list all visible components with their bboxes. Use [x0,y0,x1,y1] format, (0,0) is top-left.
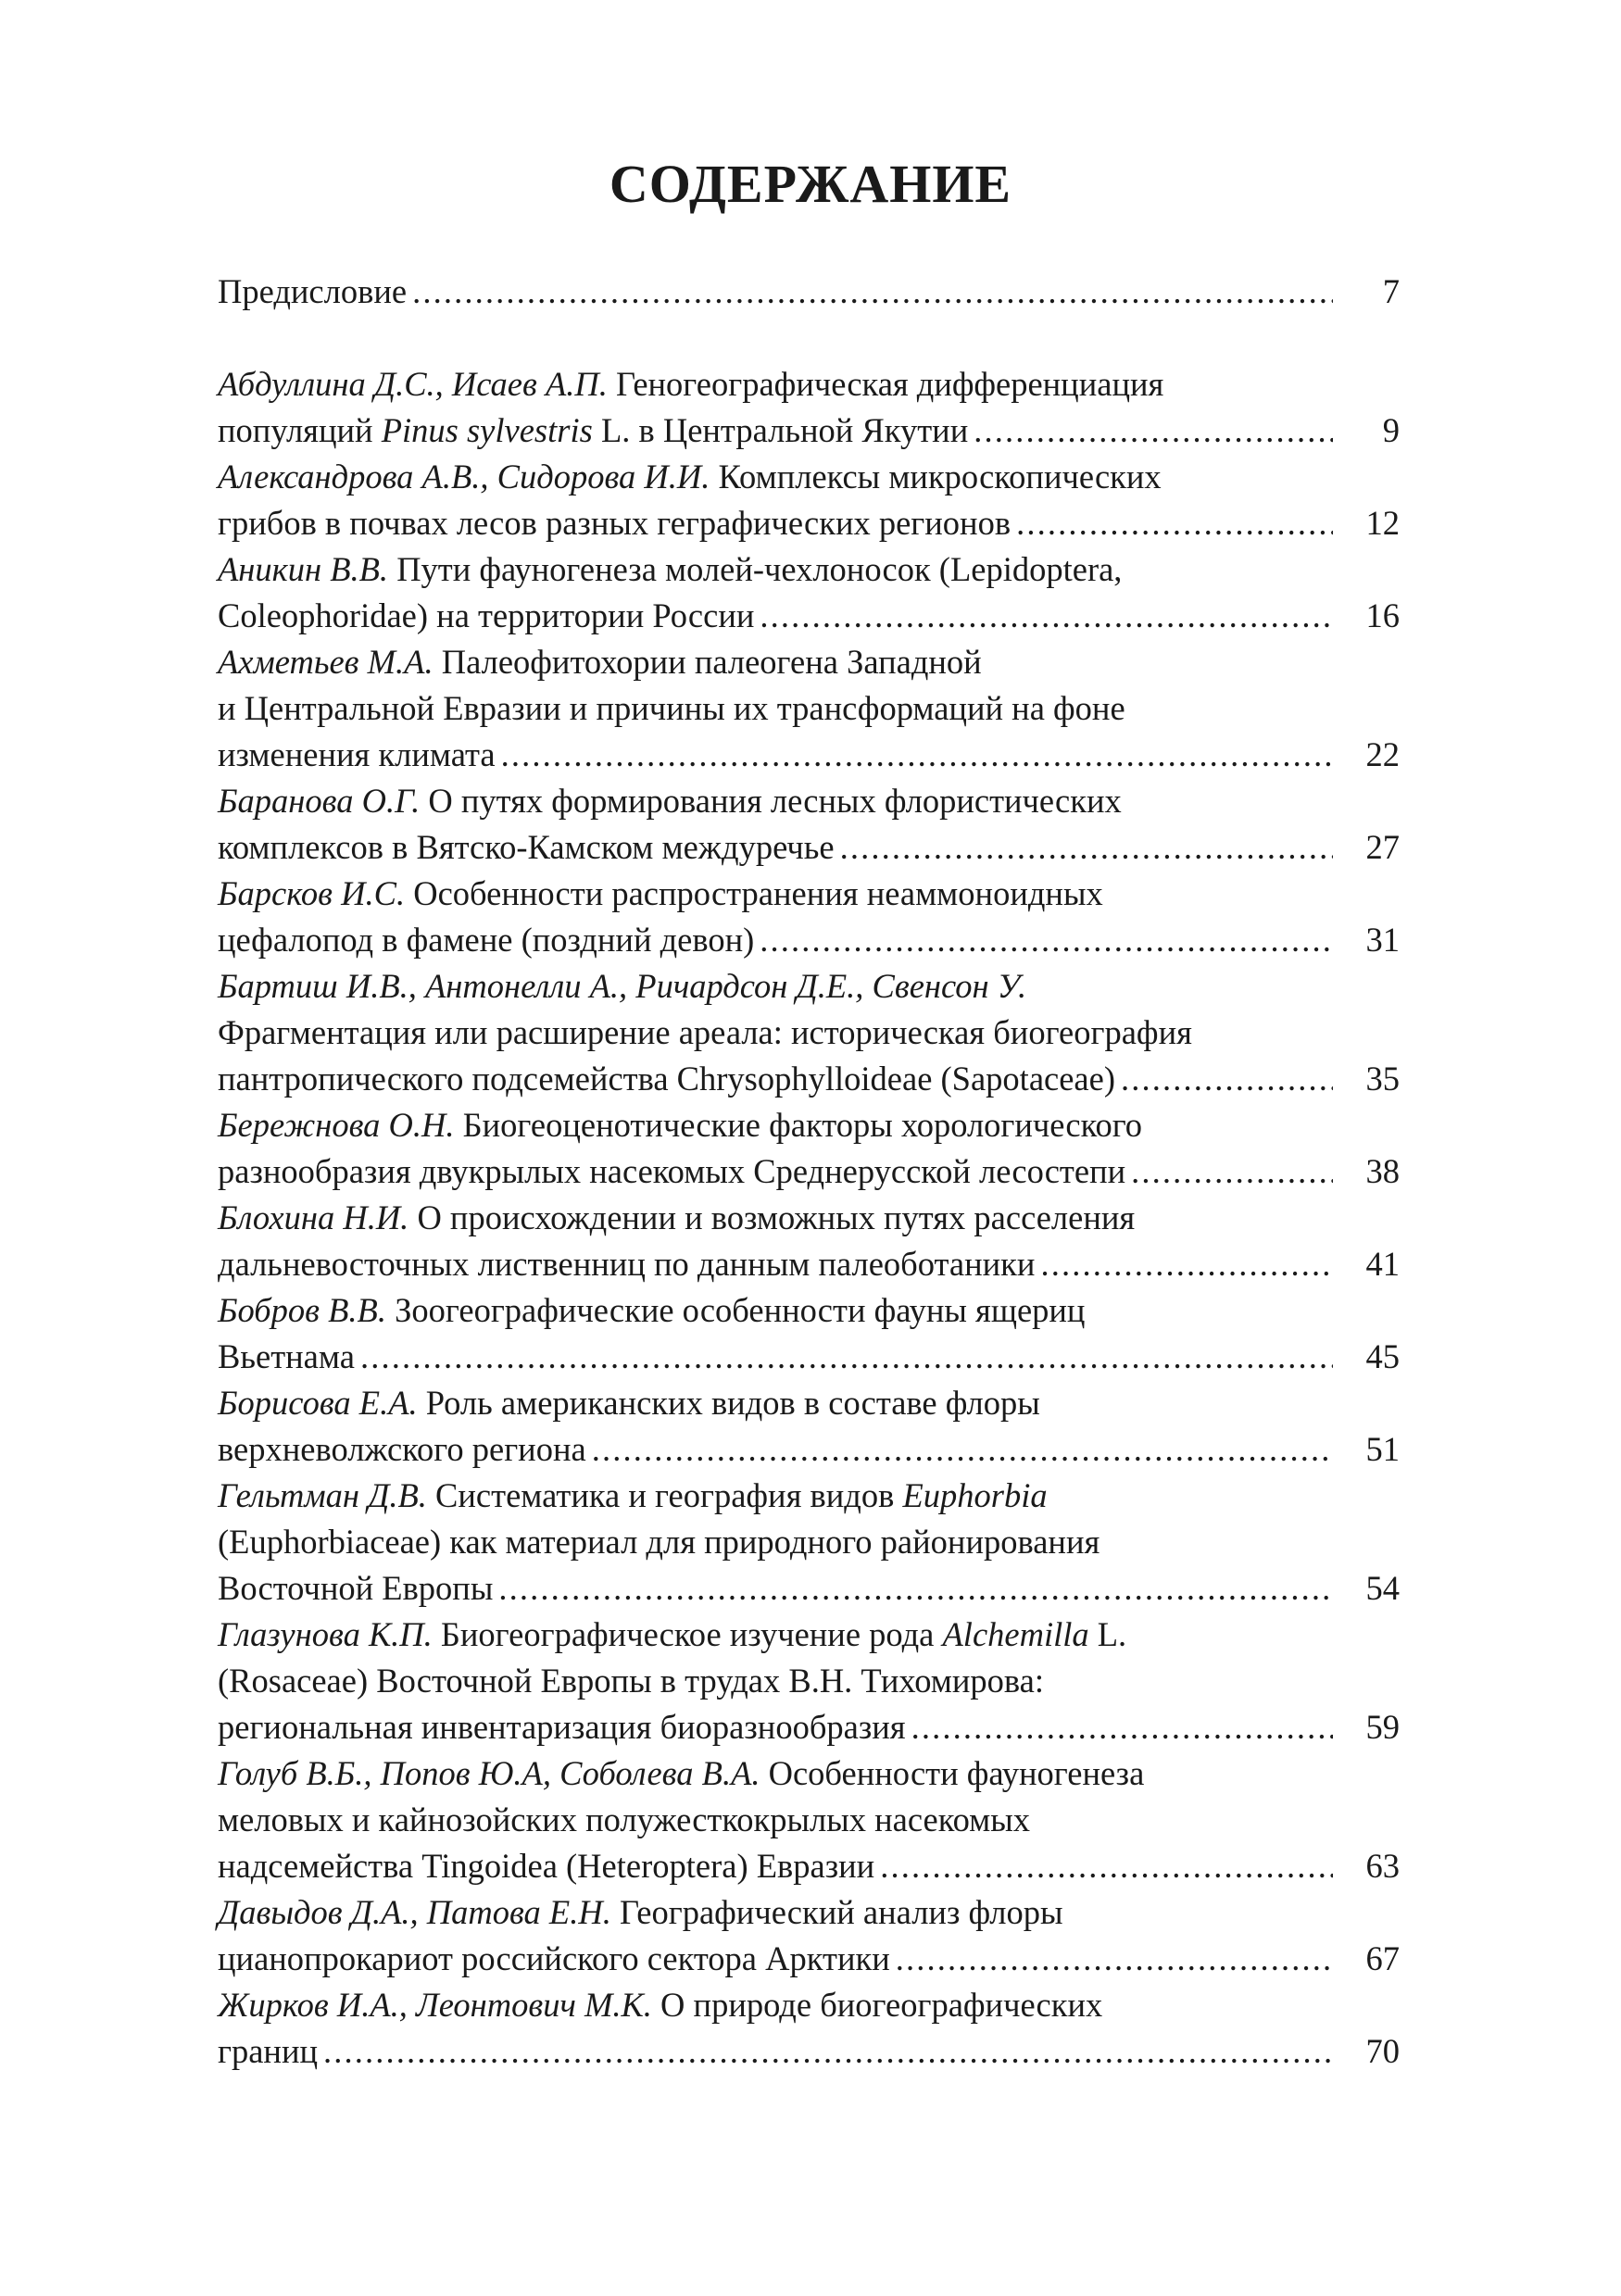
dot-leader [360,1334,1333,1380]
toc-line [218,1473,1400,1519]
toc-line [218,1148,1400,1195]
toc-line [218,1750,1400,1797]
toc-authors: Гельтман Д.В. [218,1476,427,1514]
toc-line [218,685,1400,732]
dot-leader [501,732,1333,778]
toc-authors: Александрова А.В., Сидорова И.И. [218,458,710,496]
toc-text: О природе биогеографических [660,1986,1103,2024]
toc-text: Палеофитохории палеогена Западной [441,643,982,681]
toc-text: Систематика и география видов [435,1476,903,1514]
toc-line [218,1426,1400,1473]
toc-line [218,639,1400,685]
page-number: 54 [1365,1569,1400,1607]
dot-leader [1121,1056,1333,1102]
dot-leader [1131,1148,1333,1195]
toc-authors: Голуб В.Б., Попов Ю.А, Соболева В.А. [218,1754,760,1792]
toc-text: границ [218,2032,319,2070]
latin-name: Alchemilla [942,1615,1089,1653]
toc-line [218,1519,1400,1565]
toc-line [218,1334,1400,1380]
dot-leader [498,1565,1333,1612]
toc-authors: Давыдов Д.А., Патова Е.Н. [218,1893,611,1931]
page-number: 51 [1365,1430,1400,1468]
toc-authors: Бережнова О.Н. [218,1106,455,1144]
dot-leader [911,1704,1333,1750]
latin-name: Pinus sylvestris [381,411,593,449]
toc-line [218,1380,1400,1426]
toc-text: популяций Pinus sylvestris L. в Центральной Якутии [218,411,969,449]
toc-text: Комплексы микроскопических [718,458,1162,496]
toc-text: О происхождении и возможных путях расселения [417,1198,1136,1236]
toc-line [218,361,1400,408]
page-number: 41 [1365,1245,1400,1283]
toc-line [218,1010,1400,1056]
page-number: 38 [1365,1152,1400,1190]
toc-text: верхневолжского региона [218,1430,586,1468]
toc-entry[interactable] [218,639,1400,778]
dot-leader [412,269,1333,315]
toc-text: Вьетнама [218,1337,355,1375]
page-number: 45 [1365,1337,1400,1375]
toc-authors: Барсков И.С. [218,874,406,912]
toc-entry[interactable] [218,1473,1400,1612]
page-number: 35 [1365,1060,1400,1098]
toc-entry[interactable] [218,454,1400,546]
toc-text: региональная инвентаризация биоразнообразия [218,1708,906,1746]
toc-line [218,1704,1400,1750]
toc-text: грибов в почвах лесов разных геграфических регионов [218,504,1012,542]
toc-line [218,1056,1400,1102]
toc-text: дальневосточных лиственниц по данным палеоботаники [218,1245,1036,1283]
toc-line [218,1982,1400,2028]
toc-text: Восточной Европы [218,1569,494,1607]
toc-text: Биогеографическое изучение рода [440,1615,943,1653]
toc-text: пантропического подсемейства Chrysophylloideae (Sapotaceae) [218,1060,1115,1098]
toc-entry[interactable] [218,871,1400,963]
dot-leader [974,408,1333,454]
toc-authors: Абдуллина Д.С., Исаев А.П. [218,365,608,403]
toc-authors: Жирков И.А., Леонтович М.К. [218,1986,652,2024]
toc-entry[interactable] [218,1287,1400,1380]
toc-text: (Rosaceae) Восточной Европы в трудах В.Н. Тихомирова: [218,1662,1044,1700]
toc-entry[interactable] [218,1102,1400,1195]
toc-line [218,1889,1400,1936]
toc-line [218,824,1400,871]
page-number: 70 [1365,2032,1400,2070]
dot-leader [592,1426,1333,1473]
page-number: 9 [1382,411,1400,449]
toc-text: Особенности распространения неаммоноидных [413,874,1103,912]
toc-authors: Аникин В.В. [218,550,389,588]
toc-text: надсемейства Tingoidea (Heteroptera) Евразии [218,1847,875,1885]
toc-text: цианопрокариот российского сектора Арктики [218,1939,890,1977]
toc-line [218,778,1400,824]
toc-text: Роль американских видов в составе флоры [425,1384,1040,1422]
toc-line [218,1287,1400,1334]
dot-leader [840,824,1333,871]
table-of-contents [218,269,1400,2075]
toc-line [218,1102,1400,1148]
toc-authors: Борисова Е.А. [218,1384,418,1422]
toc-line [218,1658,1400,1704]
toc-entry[interactable] [218,361,1400,454]
toc-line [218,269,1400,315]
toc-line [218,732,1400,778]
toc-line [218,1612,1400,1658]
toc-entry[interactable] [218,546,1400,639]
dot-leader [1040,1241,1333,1287]
toc-line [218,871,1400,917]
dot-leader [760,593,1333,639]
page-number: 63 [1365,1847,1400,1885]
toc-entry[interactable] [218,1195,1400,1287]
toc-text: цефалопод в фамене (поздний девон) [218,921,755,959]
toc-authors: Бобров В.В. [218,1291,386,1329]
page-number: 31 [1365,921,1400,959]
toc-entry[interactable] [218,963,1400,1102]
toc-line [218,963,1400,1010]
toc-line [218,1195,1400,1241]
page-number: 12 [1365,504,1400,542]
toc-entry-label: Предисловие [218,272,408,310]
toc-text: Зоогеографические особенности фауны ящериц [395,1291,1086,1329]
toc-entry[interactable] [218,1380,1400,1473]
toc-entry[interactable] [218,1750,1400,1889]
toc-text: изменения климата [218,735,496,773]
toc-line [218,500,1400,546]
toc-text: Особенности фауногенеза [768,1754,1145,1792]
toc-text: Фрагментация или расширение ареала: историческая биогеография [218,1013,1192,1051]
page-number: 16 [1365,596,1400,634]
toc-entry[interactable] [218,1612,1400,1750]
toc-line [218,1936,1400,1982]
latin-name: Euphorbia [902,1476,1048,1514]
toc-authors: Бартиш И.В., Антонелли А., Ричардсон Д.Е., Свенсон У. [218,967,1027,1005]
dot-leader [760,917,1333,963]
toc-entry-preface[interactable] [218,269,1400,315]
toc-line [218,2028,1400,2075]
toc-line [218,917,1400,963]
toc-text: Пути фауногенеза молей-чехлоносок (Lepidoptera, [396,550,1123,588]
toc-line [218,1241,1400,1287]
toc-authors: Глазунова К.П. [218,1615,433,1653]
toc-line [218,593,1400,639]
toc-entry[interactable] [218,1889,1400,1982]
dot-leader [1016,500,1333,546]
toc-authors: Ахметьев М.А. [218,643,434,681]
page-title: СОДЕРЖАНИЕ [609,154,1012,214]
toc-authors: Блохина Н.И. [218,1198,409,1236]
toc-line [218,1797,1400,1843]
toc-text: Coleophoridae) на территории России [218,596,755,634]
toc-line [218,454,1400,500]
toc-line [218,546,1400,593]
page-number: 7 [1382,272,1400,310]
toc-authors: Баранова О.Г. [218,782,421,820]
page-number: 59 [1365,1708,1400,1746]
toc-entry[interactable] [218,1982,1400,2075]
toc-text: L. [1088,1615,1127,1653]
dot-leader [880,1843,1333,1889]
toc-text: и Центральной Евразии и причины их трансформаций на фоне [218,689,1125,727]
toc-line [218,408,1400,454]
dot-leader [323,2028,1333,2075]
toc-text: (Euphorbiaceae) как материал для природного районирования [218,1523,1100,1561]
toc-line [218,1843,1400,1889]
toc-text: разнообразия двукрылых насекомых Среднерусской лесостепи [218,1152,1126,1190]
toc-text: О путях формирования лесных флористических [428,782,1122,820]
dot-leader [896,1936,1333,1982]
toc-text: Геногеографическая дифференциация [616,365,1164,403]
toc-text: Биогеоценотические факторы хорологического [462,1106,1143,1144]
page-number: 22 [1365,735,1400,773]
page-number: 27 [1365,828,1400,866]
toc-line [218,1565,1400,1612]
toc-text: меловых и кайнозойских полужесткокрылых насекомых [218,1800,1030,1838]
page-number: 67 [1365,1939,1400,1977]
toc-entry[interactable] [218,778,1400,871]
toc-text: комплексов в Вятско-Камском междуречье [218,828,835,866]
toc-text: Географический анализ флоры [619,1893,1063,1931]
